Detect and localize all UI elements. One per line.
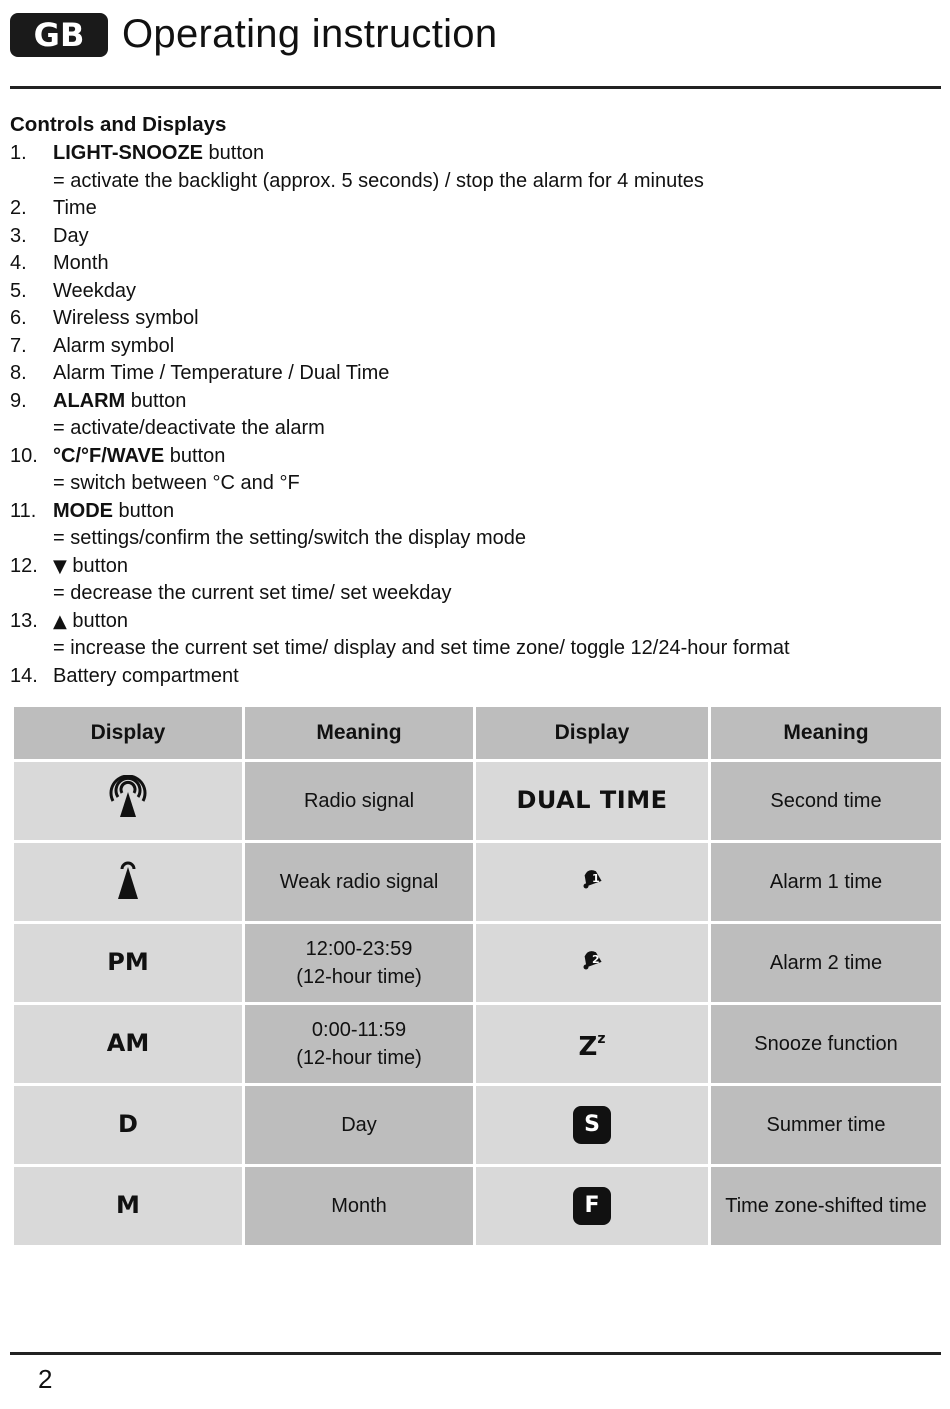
list-item xyxy=(10,608,940,636)
column-header: Meaning xyxy=(710,706,943,761)
item-text: Day xyxy=(53,224,89,247)
button-name: LIGHT-SNOOZE xyxy=(53,142,203,164)
controls-section xyxy=(10,110,940,690)
time-zone-icon: F xyxy=(573,1187,611,1225)
table-row xyxy=(13,923,943,1004)
page-number: 2 xyxy=(38,1364,53,1394)
list-item xyxy=(10,663,940,691)
pm-label: PM xyxy=(107,948,149,976)
table-row xyxy=(13,1085,943,1166)
list-item xyxy=(10,388,940,416)
am-label: AM xyxy=(106,1029,150,1057)
button-name: ALARM xyxy=(53,389,126,412)
display-cell xyxy=(13,1085,244,1166)
item-number: 6. xyxy=(10,307,27,329)
meaning-cell: Weak radio signal xyxy=(244,842,475,923)
triangle-down-icon: ▼ xyxy=(53,555,67,577)
item-description: = activate the backlight (approx. 5 seconds) / stop the alarm for 4 minutes xyxy=(53,169,704,192)
display-meaning-table xyxy=(11,704,944,1248)
page-title: Operating instruction xyxy=(122,12,498,56)
header-divider xyxy=(10,86,941,89)
list-item xyxy=(10,498,940,526)
column-header: Display xyxy=(475,706,710,761)
item-number: 2. xyxy=(10,197,27,219)
item-description: = increase the current set time/ display and set time zone/ toggle 12/24-hour format xyxy=(53,637,790,659)
svg-text:2: 2 xyxy=(592,953,600,966)
list-item xyxy=(10,443,940,471)
item-text: button xyxy=(203,142,265,164)
list-item xyxy=(10,278,940,306)
item-number: 4. xyxy=(10,252,27,274)
list-item xyxy=(10,333,940,361)
column-header: Display xyxy=(13,706,244,761)
item-description: = activate/deactivate the alarm xyxy=(53,417,325,439)
radio-signal-icon xyxy=(108,775,148,819)
list-item xyxy=(10,140,940,168)
item-text: Month xyxy=(53,252,109,274)
item-number: 10. xyxy=(10,444,38,467)
item-number: 9. xyxy=(10,389,27,412)
svg-text:1: 1 xyxy=(592,872,600,885)
meaning-line: 12:00-23:59 xyxy=(305,938,413,960)
table-row xyxy=(13,761,943,842)
meaning-line: (12-hour time) xyxy=(296,1047,422,1069)
meaning-cell xyxy=(244,923,475,1004)
list-item xyxy=(10,360,940,388)
item-number: 14. xyxy=(10,664,38,687)
list-item xyxy=(10,223,940,251)
item-text: Alarm Time / Temperature / Dual Time xyxy=(53,362,390,384)
display-cell xyxy=(475,923,710,1004)
day-label: D xyxy=(118,1110,138,1138)
item-text: button xyxy=(125,389,187,412)
page-header xyxy=(10,12,497,57)
column-header: Meaning xyxy=(244,706,475,761)
display-cell xyxy=(13,1004,244,1085)
item-text: Alarm symbol xyxy=(53,334,175,357)
button-name: MODE xyxy=(53,499,113,522)
month-label: M xyxy=(116,1191,140,1219)
display-cell xyxy=(475,1004,710,1085)
item-description: = settings/confirm the setting/switch the display mode xyxy=(53,527,527,549)
meaning-cell: Snooze function xyxy=(710,1004,943,1085)
dual-time-label: DUAL TIME xyxy=(516,786,668,814)
display-cell xyxy=(475,761,710,842)
list-item xyxy=(10,305,940,333)
triangle-up-icon: ▲ xyxy=(53,610,67,632)
item-number: 8. xyxy=(10,362,27,384)
section-title: Controls and Displays xyxy=(10,113,227,136)
meaning-cell: Alarm 2 time xyxy=(710,923,943,1004)
item-number: 1. xyxy=(10,142,27,164)
table-header-row xyxy=(13,706,943,761)
item-text: button xyxy=(113,499,175,522)
table-row xyxy=(13,1166,943,1247)
item-number: 5. xyxy=(10,279,27,302)
item-text: button xyxy=(66,554,129,577)
snooze-icon: $Z^z$ xyxy=(578,1031,606,1062)
meaning-cell: Month xyxy=(244,1166,475,1247)
table-row xyxy=(13,842,943,923)
item-number: 3. xyxy=(10,224,27,247)
list-item xyxy=(10,553,940,581)
summer-time-icon: S xyxy=(573,1106,611,1144)
item-text: Wireless symbol xyxy=(53,307,199,329)
alarm-1-bell-icon xyxy=(578,864,606,892)
display-cell xyxy=(13,761,244,842)
meaning-line: 0:00-11:59 xyxy=(311,1019,407,1041)
meaning-cell: Radio signal xyxy=(244,761,475,842)
display-cell xyxy=(13,923,244,1004)
display-cell xyxy=(475,842,710,923)
item-number: 11. xyxy=(10,499,37,522)
item-text: Time xyxy=(53,197,97,219)
display-cell xyxy=(13,842,244,923)
item-description: = switch between °C and °F xyxy=(53,472,300,494)
list-item xyxy=(10,250,940,278)
alarm-2-bell-icon xyxy=(578,945,606,973)
display-cell xyxy=(475,1085,710,1166)
item-text: Battery compartment xyxy=(53,664,239,687)
language-badge: GB xyxy=(10,13,108,57)
meaning-cell: Alarm 1 time xyxy=(710,842,943,923)
meaning-cell: Second time xyxy=(710,761,943,842)
footer-divider xyxy=(10,1352,941,1355)
display-cell xyxy=(475,1166,710,1247)
display-cell xyxy=(13,1166,244,1247)
meaning-cell: Summer time xyxy=(710,1085,943,1166)
weak-radio-signal-icon xyxy=(113,855,143,901)
meaning-cell: Day xyxy=(244,1085,475,1166)
meaning-cell xyxy=(244,1004,475,1085)
item-number: 7. xyxy=(10,334,27,357)
item-text: button xyxy=(164,444,226,467)
item-text: button xyxy=(66,609,129,632)
item-description: = decrease the current set time/ set weekday xyxy=(53,582,452,604)
table-row xyxy=(13,1004,943,1085)
meaning-line: (12-hour time) xyxy=(296,966,422,988)
button-name: °C/°F/WAVE xyxy=(53,444,165,467)
item-number: 12. xyxy=(10,554,38,577)
list-item xyxy=(10,195,940,223)
item-text: Weekday xyxy=(53,279,137,302)
meaning-cell: Time zone-shifted time xyxy=(710,1166,943,1247)
item-number: 13. xyxy=(10,609,38,632)
